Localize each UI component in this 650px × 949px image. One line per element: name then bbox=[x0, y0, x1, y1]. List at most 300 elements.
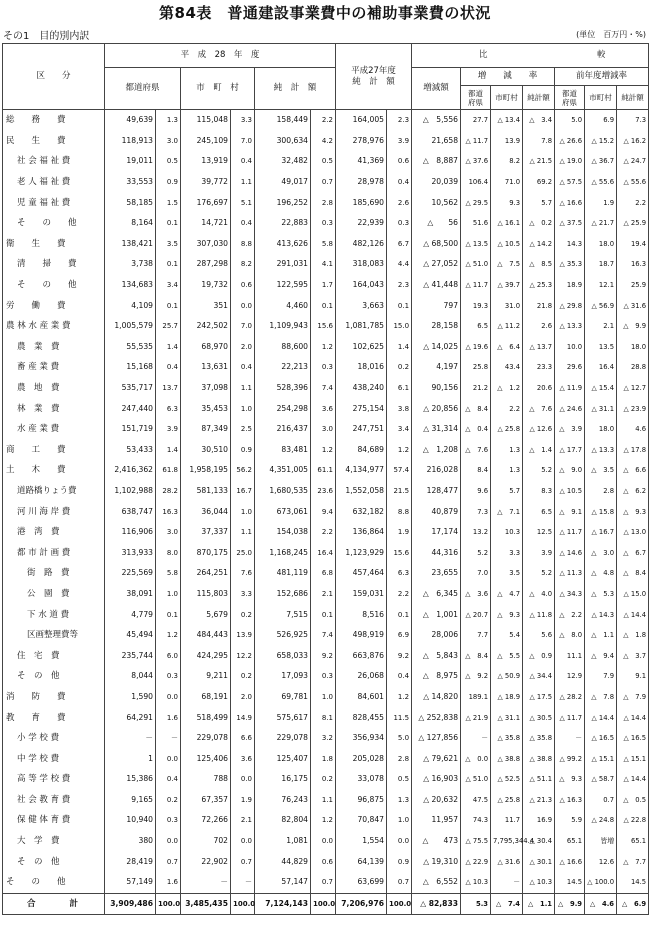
row-value-8: 40,879 bbox=[412, 501, 461, 522]
row-value-10: 1.3 bbox=[491, 440, 523, 461]
header-kubun: 区 分 bbox=[3, 44, 105, 110]
row-value-13: △ 15.2 bbox=[585, 131, 617, 152]
row-value-5: 6.8 bbox=[311, 563, 336, 584]
table-row bbox=[3, 254, 649, 275]
row-value-12: △ 3.9 bbox=[555, 419, 585, 440]
row-value-5: 0.1 bbox=[311, 604, 336, 625]
row-label: 農 地 費 bbox=[3, 378, 105, 399]
row-value-9: 189.1 bbox=[461, 687, 491, 708]
row-value-4: 4,460 bbox=[255, 295, 311, 316]
row-value-14: 16.3 bbox=[617, 254, 649, 275]
row-value-14: △ 8.4 bbox=[617, 563, 649, 584]
row-value-11: 23.3 bbox=[523, 357, 555, 378]
row-value-9: － bbox=[461, 728, 491, 749]
row-value-12: 65.1 bbox=[555, 831, 585, 852]
row-value-2: 35,453 bbox=[181, 398, 231, 419]
row-value-2: 39,772 bbox=[181, 172, 231, 193]
row-value-12: △ 2.2 bbox=[555, 604, 585, 625]
page-title: 第84表 普通建設事業費中の補助事業費の状況 bbox=[159, 4, 491, 22]
row-value-8: △ 79,621 bbox=[412, 748, 461, 769]
row-value-7: 2.3 bbox=[387, 275, 412, 296]
row-value-13: △ 15.8 bbox=[585, 501, 617, 522]
row-label: 畜 産 業 費 bbox=[3, 357, 105, 378]
row-value-6: 1,081,785 bbox=[336, 316, 387, 337]
row-value-14: △ 22.8 bbox=[617, 810, 649, 831]
row-value-10: 71.0 bbox=[491, 172, 523, 193]
row-value-4: 158,449 bbox=[255, 110, 311, 131]
row-value-3: 14.9 bbox=[231, 707, 255, 728]
row-value-3: 8.8 bbox=[231, 234, 255, 255]
row-label: 街 路 費 bbox=[3, 563, 105, 584]
row-value-7: 0.9 bbox=[387, 851, 412, 872]
row-value-1: 0.3 bbox=[156, 810, 181, 831]
row-value-13: △ 3.5 bbox=[585, 460, 617, 481]
table-row bbox=[3, 522, 649, 543]
row-value-8: △ 41,448 bbox=[412, 275, 461, 296]
row-value-8: 90,156 bbox=[412, 378, 461, 399]
row-value-0: 15,386 bbox=[105, 769, 156, 790]
table-row bbox=[3, 192, 649, 213]
row-value-6: 1,123,929 bbox=[336, 542, 387, 563]
row-value-9: 5.2 bbox=[461, 542, 491, 563]
row-value-2: 37,098 bbox=[181, 378, 231, 399]
row-value-0: 8,044 bbox=[105, 666, 156, 687]
header-zougenritsu: 増 減 率 bbox=[461, 68, 555, 86]
row-value-11: 20.6 bbox=[523, 378, 555, 399]
row-value-12: △ 34.3 bbox=[555, 584, 585, 605]
row-value-5: 3.0 bbox=[311, 419, 336, 440]
row-value-1: 6.3 bbox=[156, 398, 181, 419]
row-value-13: 12.1 bbox=[585, 275, 617, 296]
row-label: 河 川 海 岸 費 bbox=[3, 501, 105, 522]
row-value-9: △ 3.6 bbox=[461, 584, 491, 605]
row-value-1: 3.0 bbox=[156, 522, 181, 543]
row-value-10: △ 4.7 bbox=[491, 584, 523, 605]
row-value-10: △ 31.1 bbox=[491, 707, 523, 728]
row-value-7: 5.0 bbox=[387, 728, 412, 749]
row-value-2: 1,958,195 bbox=[181, 460, 231, 481]
row-label: 消 防 費 bbox=[3, 687, 105, 708]
row-value-4: 254,298 bbox=[255, 398, 311, 419]
row-value-4: 154,038 bbox=[255, 522, 311, 543]
row-value-3: 2.0 bbox=[231, 337, 255, 358]
row-value-13: △ 15.4 bbox=[585, 378, 617, 399]
row-value-1: 0.5 bbox=[156, 151, 181, 172]
row-value-5: 16.4 bbox=[311, 542, 336, 563]
row-value-3: 13.9 bbox=[231, 625, 255, 646]
row-label: 総 務 費 bbox=[3, 110, 105, 131]
row-value-3: 0.9 bbox=[231, 440, 255, 461]
row-value-6: 33,078 bbox=[336, 769, 387, 790]
row-value-4: 49,017 bbox=[255, 172, 311, 193]
row-value-12: △ 9.3 bbox=[555, 769, 585, 790]
row-label: 大 学 費 bbox=[3, 831, 105, 852]
row-label: 農 林 水 産 業 費 bbox=[3, 316, 105, 337]
row-value-4: 22,213 bbox=[255, 357, 311, 378]
row-value-9: △ 51.0 bbox=[461, 769, 491, 790]
row-value-1: 0.7 bbox=[156, 851, 181, 872]
row-value-4: 83,481 bbox=[255, 440, 311, 461]
row-value-11: △ 0.2 bbox=[523, 213, 555, 234]
row-value-3: 1.0 bbox=[231, 501, 255, 522]
header-shichoson: 市 町 村 bbox=[181, 68, 255, 110]
row-value-0: 151,719 bbox=[105, 419, 156, 440]
row-value-14: 4.6 bbox=[617, 419, 649, 440]
row-value-8: 216,028 bbox=[412, 460, 461, 481]
table-row bbox=[3, 707, 649, 728]
row-value-10: △ 38.8 bbox=[491, 748, 523, 769]
row-value-2: 30,510 bbox=[181, 440, 231, 461]
row-value-8: △ 1,208 bbox=[412, 440, 461, 461]
row-value-9: △ 75.5 bbox=[461, 831, 491, 852]
row-value-9: 9.6 bbox=[461, 481, 491, 502]
row-value-14: △ 24.7 bbox=[617, 151, 649, 172]
row-value-2: 14,721 bbox=[181, 213, 231, 234]
row-value-10: 43.4 bbox=[491, 357, 523, 378]
row-value-14: △ 6.7 bbox=[617, 542, 649, 563]
row-label: 社 会 教 育 費 bbox=[3, 790, 105, 811]
row-label: そ の 他 bbox=[3, 213, 105, 234]
row-value-3: 0.7 bbox=[231, 851, 255, 872]
row-label: 林 業 費 bbox=[3, 398, 105, 419]
row-value-13: 2.1 bbox=[585, 316, 617, 337]
row-value-13: 1.9 bbox=[585, 192, 617, 213]
row-value-2: 87,349 bbox=[181, 419, 231, 440]
row-value-4: 88,600 bbox=[255, 337, 311, 358]
row-value-11: △ 3.4 bbox=[523, 110, 555, 131]
row-value-0: 64,291 bbox=[105, 707, 156, 728]
row-value-13: △ 5.3 bbox=[585, 584, 617, 605]
row-value-2: 19,732 bbox=[181, 275, 231, 296]
row-value-9: △ 21.9 bbox=[461, 707, 491, 728]
row-value-6: 457,464 bbox=[336, 563, 387, 584]
row-value-5: 0.5 bbox=[311, 151, 336, 172]
row-value-6: 278,976 bbox=[336, 131, 387, 152]
row-value-0: 58,185 bbox=[105, 192, 156, 213]
row-value-13: △ 1.1 bbox=[585, 625, 617, 646]
row-value-14: △ 14.4 bbox=[617, 769, 649, 790]
row-value-6: 356,934 bbox=[336, 728, 387, 749]
row-value-3: 0.4 bbox=[231, 357, 255, 378]
row-value-11: △ 8.5 bbox=[523, 254, 555, 275]
row-value-10: 11.7 bbox=[491, 810, 523, 831]
row-value-2: 351 bbox=[181, 295, 231, 316]
row-value-8: △ 56 bbox=[412, 213, 461, 234]
row-value-0: 49,639 bbox=[105, 110, 156, 131]
row-value-2: 22,902 bbox=[181, 851, 231, 872]
row-value-4: 32,482 bbox=[255, 151, 311, 172]
row-value-11: 12.5 bbox=[523, 522, 555, 543]
row-value-11: △ 30.5 bbox=[523, 707, 555, 728]
table-row bbox=[3, 563, 649, 584]
row-value-13: △ 7.8 bbox=[585, 687, 617, 708]
row-value-3: 0.4 bbox=[231, 213, 255, 234]
row-value-5: 9.4 bbox=[311, 501, 336, 522]
row-value-3: 1.1 bbox=[231, 378, 255, 399]
row-value-13: △ 31.1 bbox=[585, 398, 617, 419]
table-row bbox=[3, 151, 649, 172]
row-value-8: 4,197 bbox=[412, 357, 461, 378]
row-value-12: △ 8.0 bbox=[555, 625, 585, 646]
row-value-0: 3,909,486 bbox=[105, 893, 156, 915]
row-value-7: 3.4 bbox=[387, 419, 412, 440]
row-label: 区画整理費等 bbox=[3, 625, 105, 646]
row-value-9: 6.5 bbox=[461, 316, 491, 337]
row-value-8: 128,477 bbox=[412, 481, 461, 502]
header-kaku: 較 bbox=[555, 44, 649, 68]
row-value-11: 16.9 bbox=[523, 810, 555, 831]
row-value-3: 8.2 bbox=[231, 254, 255, 275]
row-value-7: 6.9 bbox=[387, 625, 412, 646]
row-value-0: 53,433 bbox=[105, 440, 156, 461]
row-value-5: 9.2 bbox=[311, 645, 336, 666]
row-value-1: 0.1 bbox=[156, 254, 181, 275]
row-value-14: △ 17.8 bbox=[617, 440, 649, 461]
table-row bbox=[3, 831, 649, 852]
row-value-4: 122,595 bbox=[255, 275, 311, 296]
row-value-11: 5.6 bbox=[523, 625, 555, 646]
table-row bbox=[3, 687, 649, 708]
row-value-6: 663,876 bbox=[336, 645, 387, 666]
row-value-11: △ 1.4 bbox=[523, 440, 555, 461]
row-value-1: 1.5 bbox=[156, 192, 181, 213]
row-value-10: 1.3 bbox=[491, 460, 523, 481]
row-value-2: 37,337 bbox=[181, 522, 231, 543]
row-value-4: 7,124,143 bbox=[255, 893, 311, 915]
row-value-7: 0.2 bbox=[387, 357, 412, 378]
row-label: 農 業 費 bbox=[3, 337, 105, 358]
table-row bbox=[3, 481, 649, 502]
row-value-13: △ 13.3 bbox=[585, 440, 617, 461]
row-value-4: 57,147 bbox=[255, 872, 311, 893]
row-value-3: 3.3 bbox=[231, 584, 255, 605]
row-value-5: 8.1 bbox=[311, 707, 336, 728]
row-value-14: 7.3 bbox=[617, 110, 649, 131]
row-value-6: 164,043 bbox=[336, 275, 387, 296]
row-value-9: 13.2 bbox=[461, 522, 491, 543]
row-value-0: 247,440 bbox=[105, 398, 156, 419]
row-value-2: 245,109 bbox=[181, 131, 231, 152]
header-sub-shichoson-prev: 市町村 bbox=[585, 86, 617, 110]
row-value-5: 3.2 bbox=[311, 728, 336, 749]
row-value-10: 7,795,344.4 bbox=[491, 831, 523, 852]
row-value-12: △ 9.1 bbox=[555, 501, 585, 522]
row-value-1: － bbox=[156, 728, 181, 749]
row-value-11: △ 7.6 bbox=[523, 398, 555, 419]
row-value-3: 100.0 bbox=[231, 893, 255, 915]
row-value-1: 6.0 bbox=[156, 645, 181, 666]
subsidy-table bbox=[2, 43, 649, 915]
row-value-12: △ 10.5 bbox=[555, 481, 585, 502]
row-value-12: △ 11.7 bbox=[555, 707, 585, 728]
row-value-2: 68,970 bbox=[181, 337, 231, 358]
row-value-8: △ 6,345 bbox=[412, 584, 461, 605]
row-value-11: △ 30.1 bbox=[523, 851, 555, 872]
row-value-8: △ 27,052 bbox=[412, 254, 461, 275]
row-value-1: 0.4 bbox=[156, 769, 181, 790]
row-value-12: △ 28.2 bbox=[555, 687, 585, 708]
row-value-12: 14.3 bbox=[555, 234, 585, 255]
row-value-12: △ 37.5 bbox=[555, 213, 585, 234]
row-value-10: △ 1.2 bbox=[491, 378, 523, 399]
row-value-11: △ 34.4 bbox=[523, 666, 555, 687]
row-value-13: 13.5 bbox=[585, 337, 617, 358]
row-value-14: △ 6.6 bbox=[617, 460, 649, 481]
row-value-8: △ 252,838 bbox=[412, 707, 461, 728]
row-value-7: 8.8 bbox=[387, 501, 412, 522]
row-value-10: △ 6.4 bbox=[491, 337, 523, 358]
row-value-5: 2.8 bbox=[311, 192, 336, 213]
row-value-3: 0.6 bbox=[231, 275, 255, 296]
row-value-3: 0.2 bbox=[231, 666, 255, 687]
row-value-5: 7.4 bbox=[311, 625, 336, 646]
row-value-4: 82,804 bbox=[255, 810, 311, 831]
row-value-0: 4,779 bbox=[105, 604, 156, 625]
row-value-1: 61.8 bbox=[156, 460, 181, 481]
row-value-14: △ 9.3 bbox=[617, 501, 649, 522]
row-value-6: 4,134,977 bbox=[336, 460, 387, 481]
row-value-3: 0.0 bbox=[231, 769, 255, 790]
row-value-4: 76,243 bbox=[255, 790, 311, 811]
row-value-6: 8,516 bbox=[336, 604, 387, 625]
row-value-4: 575,617 bbox=[255, 707, 311, 728]
row-value-3: 16.7 bbox=[231, 481, 255, 502]
row-value-6: 41,369 bbox=[336, 151, 387, 172]
row-value-12: △ 16.6 bbox=[555, 192, 585, 213]
row-value-1: 1.6 bbox=[156, 707, 181, 728]
row-value-9: △ 22.9 bbox=[461, 851, 491, 872]
row-value-9: △ 11.7 bbox=[461, 275, 491, 296]
row-value-5: 0.3 bbox=[311, 357, 336, 378]
row-value-0: 1,590 bbox=[105, 687, 156, 708]
row-value-12: － bbox=[555, 728, 585, 749]
row-value-5: 1.0 bbox=[311, 687, 336, 708]
row-value-6: 26,068 bbox=[336, 666, 387, 687]
row-value-2: 13,631 bbox=[181, 357, 231, 378]
table-row bbox=[3, 604, 649, 625]
row-value-1: 1.0 bbox=[156, 584, 181, 605]
row-value-11: △ 25.3 bbox=[523, 275, 555, 296]
header-h27: 平成27年度 純 計 額 bbox=[336, 44, 412, 110]
row-value-0: 638,747 bbox=[105, 501, 156, 522]
row-value-3: 7.0 bbox=[231, 131, 255, 152]
row-value-0: 535,717 bbox=[105, 378, 156, 399]
row-value-4: 4,351,005 bbox=[255, 460, 311, 481]
table-row bbox=[3, 295, 649, 316]
row-value-4: 526,925 bbox=[255, 625, 311, 646]
row-value-3: 5.1 bbox=[231, 192, 255, 213]
row-value-0: 55,535 bbox=[105, 337, 156, 358]
row-value-13: △ 100.0 bbox=[585, 872, 617, 893]
row-value-7: 0.3 bbox=[387, 213, 412, 234]
row-value-4: 1,168,245 bbox=[255, 542, 311, 563]
row-value-6: 159,031 bbox=[336, 584, 387, 605]
table-row bbox=[3, 419, 649, 440]
row-value-12: △ 11.3 bbox=[555, 563, 585, 584]
row-value-12: △ 16.3 bbox=[555, 790, 585, 811]
row-value-11: △ 51.1 bbox=[523, 769, 555, 790]
row-value-14: 25.9 bbox=[617, 275, 649, 296]
row-value-14: 19.4 bbox=[617, 234, 649, 255]
row-value-9: 106.4 bbox=[461, 172, 491, 193]
row-value-0: 9,165 bbox=[105, 790, 156, 811]
row-value-8: △ 1,001 bbox=[412, 604, 461, 625]
total-row bbox=[3, 893, 649, 915]
row-value-10: 3.3 bbox=[491, 542, 523, 563]
row-value-12: △ 35.3 bbox=[555, 254, 585, 275]
row-value-13: 16.4 bbox=[585, 357, 617, 378]
row-value-7: 3.8 bbox=[387, 398, 412, 419]
row-value-9: △ 10.3 bbox=[461, 872, 491, 893]
row-value-2: 518,499 bbox=[181, 707, 231, 728]
row-label: 土 木 費 bbox=[3, 460, 105, 481]
row-value-0: 313,933 bbox=[105, 542, 156, 563]
row-value-1: 0.2 bbox=[156, 790, 181, 811]
row-value-0: 380 bbox=[105, 831, 156, 852]
row-value-8: 21,658 bbox=[412, 131, 461, 152]
row-value-4: 229,078 bbox=[255, 728, 311, 749]
row-value-12: △ 9.0 bbox=[555, 460, 585, 481]
row-value-3: 2.5 bbox=[231, 419, 255, 440]
row-value-0: 15,168 bbox=[105, 357, 156, 378]
row-value-8: 11,957 bbox=[412, 810, 461, 831]
table-row bbox=[3, 357, 649, 378]
header-sub-todofuken: 都道 府県 bbox=[461, 86, 491, 110]
row-value-13: △ 15.1 bbox=[585, 748, 617, 769]
row-value-6: 70,847 bbox=[336, 810, 387, 831]
row-value-8: 797 bbox=[412, 295, 461, 316]
row-value-6: 1,552,058 bbox=[336, 481, 387, 502]
row-value-10: △ 10.5 bbox=[491, 234, 523, 255]
row-value-2: 307,030 bbox=[181, 234, 231, 255]
row-value-1: 0.0 bbox=[156, 831, 181, 852]
row-value-4: 22,883 bbox=[255, 213, 311, 234]
row-value-3: 0.0 bbox=[231, 295, 255, 316]
row-value-5: 0.2 bbox=[311, 769, 336, 790]
row-label: そ の 他 bbox=[3, 851, 105, 872]
row-value-10: △ 7.5 bbox=[491, 254, 523, 275]
row-value-14: △ 31.6 bbox=[617, 295, 649, 316]
row-value-10: △ 31.6 bbox=[491, 851, 523, 872]
row-value-9: 7.7 bbox=[461, 625, 491, 646]
row-value-0: 38,091 bbox=[105, 584, 156, 605]
row-value-7: 15.0 bbox=[387, 316, 412, 337]
row-value-12: △ 9.9 bbox=[555, 893, 585, 915]
row-value-11: 7.8 bbox=[523, 131, 555, 152]
row-value-8: △ 8,975 bbox=[412, 666, 461, 687]
row-value-11: △ 10.3 bbox=[523, 872, 555, 893]
row-value-3: 56.2 bbox=[231, 460, 255, 481]
table-row bbox=[3, 666, 649, 687]
row-value-12: △ 26.6 bbox=[555, 131, 585, 152]
row-value-9: 27.7 bbox=[461, 110, 491, 131]
table-row bbox=[3, 810, 649, 831]
row-value-6: 275,154 bbox=[336, 398, 387, 419]
row-value-5: 0.6 bbox=[311, 851, 336, 872]
row-value-4: 291,031 bbox=[255, 254, 311, 275]
row-value-6: 318,083 bbox=[336, 254, 387, 275]
row-value-10: △ 7.4 bbox=[491, 893, 523, 915]
row-value-10: 5.7 bbox=[491, 481, 523, 502]
table-row bbox=[3, 440, 649, 461]
row-value-4: 481,119 bbox=[255, 563, 311, 584]
row-label: 中 学 校 費 bbox=[3, 748, 105, 769]
row-value-11: △ 1.1 bbox=[523, 893, 555, 915]
header-sub-junkei: 純計額 bbox=[523, 86, 555, 110]
row-label: 労 働 費 bbox=[3, 295, 105, 316]
row-value-10: 31.0 bbox=[491, 295, 523, 316]
row-value-3: 3.6 bbox=[231, 748, 255, 769]
